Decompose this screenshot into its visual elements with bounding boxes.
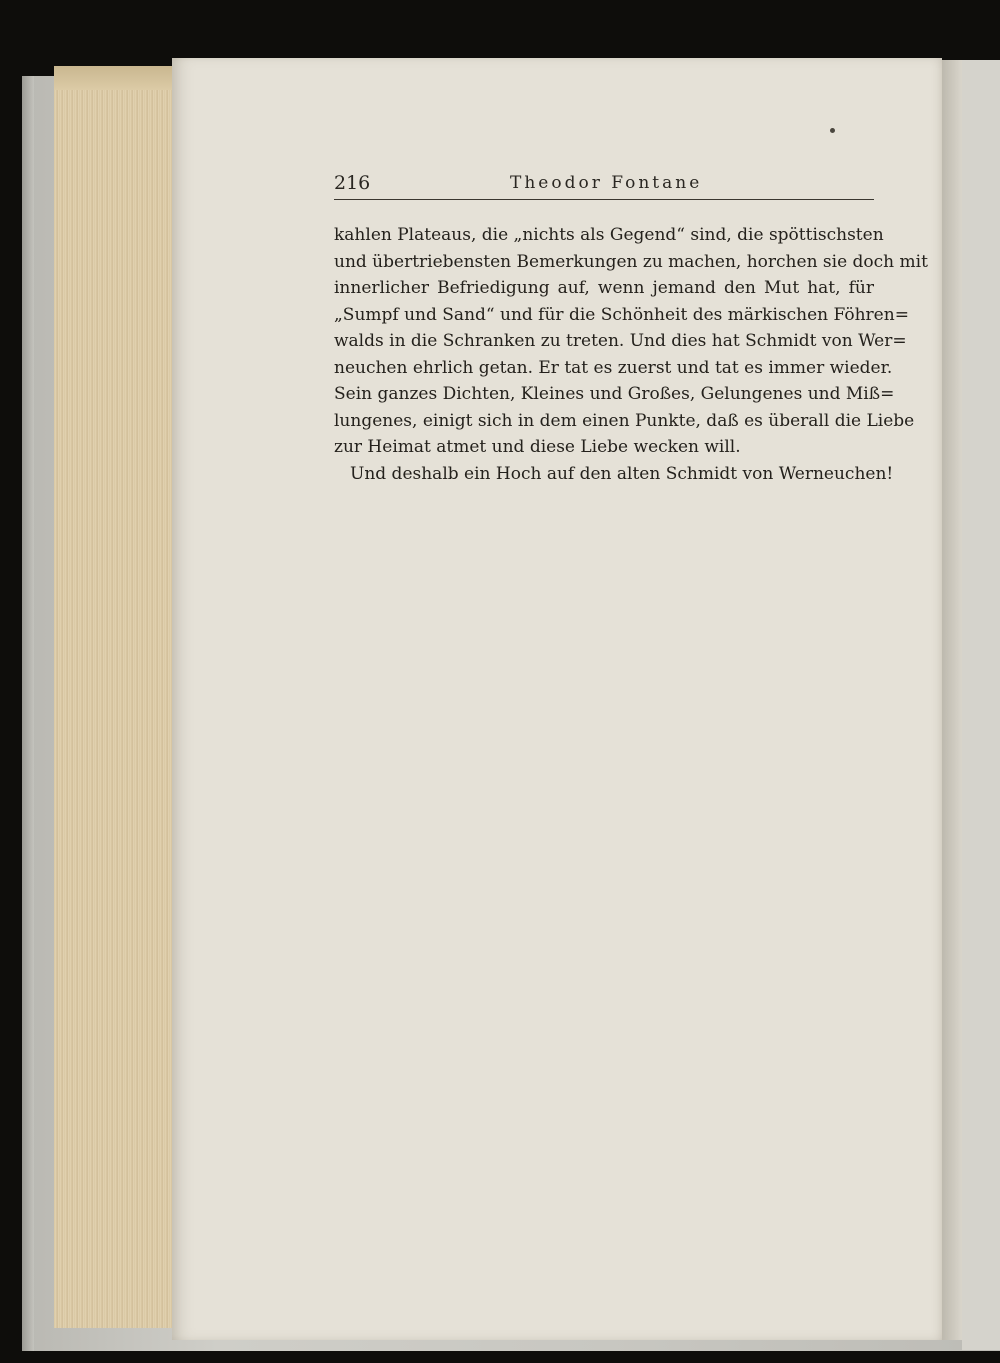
text-line: walds in die Schranken zu treten. Und dies hat Schmidt von Wer= [334, 331, 907, 351]
header-rule [334, 199, 874, 200]
text-line-final-paragraph: Und deshalb ein Hoch auf den alten Schmidt von Werneuchen! [350, 463, 894, 484]
text-line: zur Heimat atmet und diese Liebe wecken will. [334, 437, 741, 457]
book-cover-edge [22, 76, 34, 1351]
text-line: lungenes, einigt sich in dem einen Punkte, daß es überall die Liebe [334, 410, 915, 431]
back-cover [962, 60, 1000, 1350]
running-head: Theodor Fontane [510, 173, 703, 193]
text-line: „Sumpf und Sand“ und für die Schönheit des märkischen Föhren= [334, 304, 909, 325]
facing-page-edge [942, 60, 962, 1340]
paper-speck [830, 128, 835, 133]
page-header [334, 172, 874, 198]
text-line: neuchen ehrlich getan. Er tat es zuerst und tat es immer wieder. [334, 357, 893, 378]
page-number: 216 [334, 172, 371, 194]
body-text [334, 222, 928, 487]
text-line: innerlicher Befriedigung auf, wenn jemand den Mut hat, für [334, 278, 874, 298]
text-line: und übertriebensten Bemerkungen zu machen, horchen sie doch mit [334, 251, 928, 272]
page-block-edges [54, 66, 184, 1328]
text-line: kahlen Plateaus, die „nichts als Gegend“ sind, die spöttischsten [334, 225, 884, 245]
page-block-top [54, 66, 184, 90]
text-line: Sein ganzes Dichten, Kleines und Großes, Gelungenes und Miß= [334, 384, 895, 404]
